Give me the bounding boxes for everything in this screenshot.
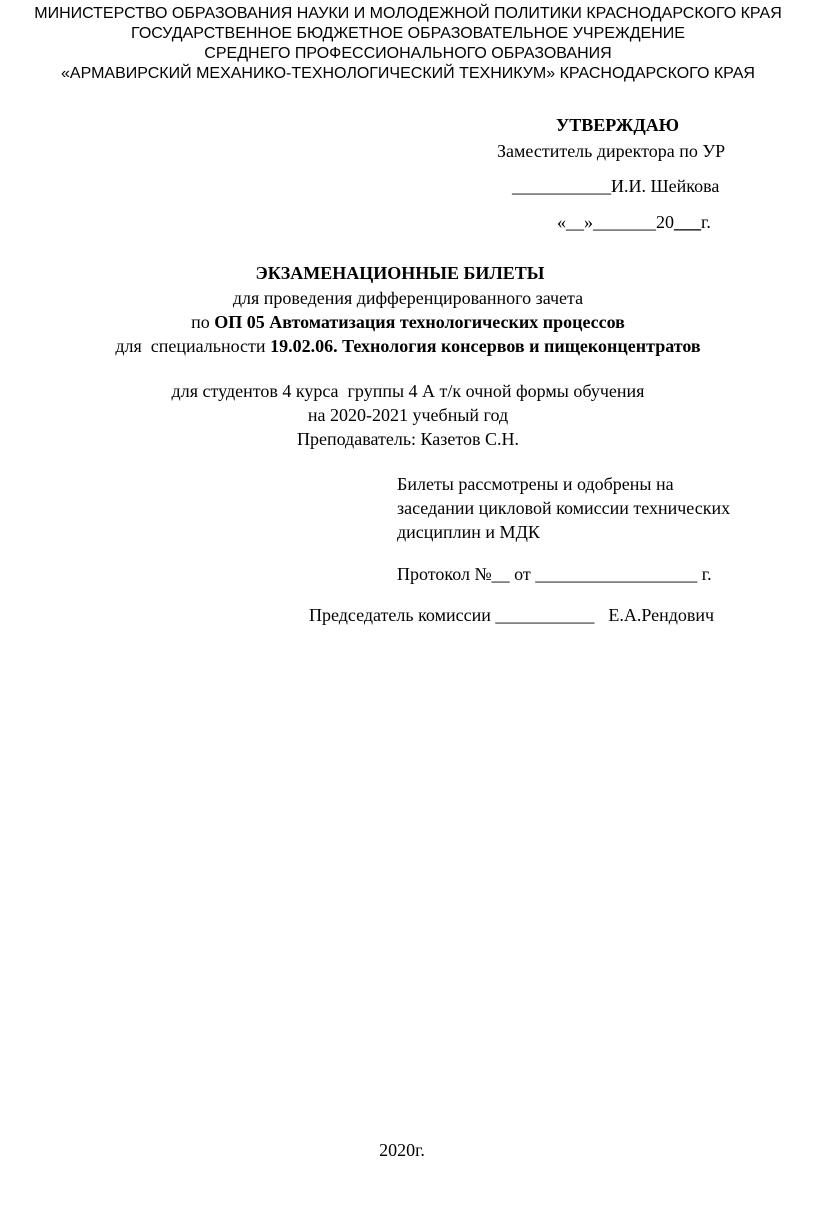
approval-title: УТВЕРЖДАЮ: [556, 115, 680, 135]
date-day-blank: __: [566, 212, 584, 232]
specialty-prefix: для специальности: [115, 336, 271, 356]
students-info: для студентов 4 курса группы 4 А т/к очной формы обучения: [171, 381, 645, 401]
academic-year: на 2020-2021 учебный год: [307, 405, 509, 425]
signature-blank: ___________: [512, 176, 611, 196]
date-suffix: г.: [701, 212, 711, 232]
approval-signature-line: [512, 175, 719, 197]
teacher-info: Преподаватель: Казетов С.Н.: [296, 429, 520, 449]
chair-line: [309, 604, 714, 626]
discipline-name: ОП 05 Автоматизация технологических процессов: [214, 312, 625, 332]
protocol-line: [397, 563, 712, 585]
date-open-quote: «: [557, 212, 566, 232]
document-purpose: для проведения дифференцированного зачета: [232, 288, 584, 308]
protocol-date-blank: __________________: [535, 564, 698, 584]
committee-line-3: дисциплин и МДК: [397, 522, 540, 542]
chair-name: Е.А.Рендович: [608, 605, 715, 625]
protocol-from: от: [509, 564, 536, 584]
committee-line-2: заседании цикловой комиссии технических: [397, 498, 731, 518]
protocol-number-blank: __: [491, 564, 510, 584]
committee-line-1: Билеты рассмотрены и одобрены на: [397, 474, 674, 494]
date-year-prefix: 20: [656, 212, 674, 232]
approval-date-line: [557, 211, 711, 233]
header-education-level: СРЕДНЕГО ПРОФЕССИОНАЛЬНОГО ОБРАЗОВАНИЯ: [204, 45, 612, 62]
specialty-name: 19.02.06. Технология консервов и пищеконцентратов: [270, 336, 701, 356]
date-month-blank: _______: [593, 212, 656, 232]
header-institution-type: ГОСУДАРСТВЕННОЕ БЮДЖЕТНОЕ ОБРАЗОВАТЕЛЬНОЕ УЧРЕЖДЕНИЕ: [131, 25, 685, 42]
date-close-quote: »: [584, 212, 593, 232]
chair-label: Председатель комиссии: [309, 605, 496, 625]
discipline-prefix: по: [191, 312, 215, 332]
footer-year: 2020г.: [379, 1140, 425, 1160]
document-discipline: [0, 311, 816, 333]
date-year-blank: ___: [674, 212, 701, 232]
header-institution-name: «АРМАВИРСКИЙ МЕХАНИКО-ТЕХНОЛОГИЧЕСКИЙ ТЕХНИКУМ» КРАСНОДАРСКОГО КРАЯ: [61, 65, 755, 82]
document-title: ЭКЗАМЕНАЦИОННЫЕ БИЛЕТЫ: [255, 263, 545, 283]
document-specialty: [0, 335, 816, 357]
approval-name: И.И. Шейкова: [611, 176, 720, 196]
approval-position: Заместитель директора по УР: [497, 141, 726, 161]
protocol-suffix: г.: [697, 564, 712, 584]
protocol-label: Протокол №: [397, 564, 492, 584]
chair-signature-blank: ___________: [495, 605, 595, 625]
header-ministry: МИНИСТЕРСТВО ОБРАЗОВАНИЯ НАУКИ И МОЛОДЕЖНОЙ ПОЛИТИКИ КРАСНОДАРСКОГО КРАЯ: [34, 5, 782, 22]
